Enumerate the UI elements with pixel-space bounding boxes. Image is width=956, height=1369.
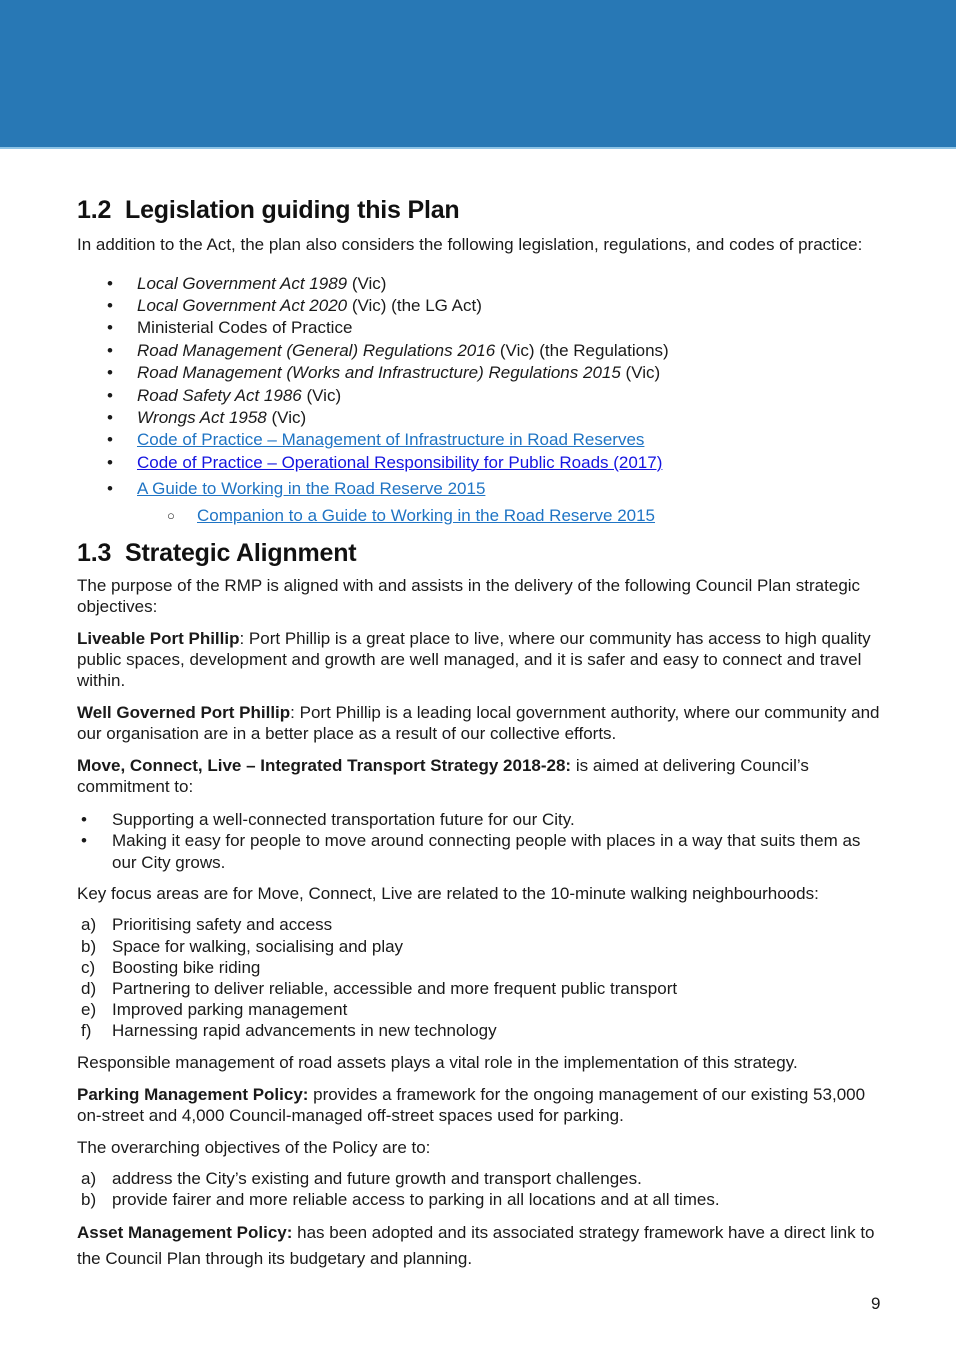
alignment-intro: The purpose of the RMP is aligned with and assists in the delivery of the following Council Plan strategic objectives:: [77, 575, 861, 616]
objectives-list: [77, 1168, 887, 1210]
transport-paragraph: Move, Connect, Live – Integrated Transport Strategy 2018-28: is aimed at delivering Council’s commitment to:: [77, 755, 809, 796]
list-item: a) Prioritising safety and access: [81, 915, 333, 935]
list-item: d) Partnering to deliver reliable, accessible and more frequent public transport: [81, 979, 678, 999]
list-item: • Making it easy for people to move around connecting people with places in a way that suits them as our City grows.: [81, 831, 861, 872]
list-item: [77, 478, 887, 500]
list-item: b) Space for walking, socialising and play: [81, 936, 404, 956]
bullet-icon: •: [107, 295, 113, 315]
legislation-list: [77, 273, 887, 527]
list-item: • Local Government Act 2020 (Vic) (the LG Act): [77, 295, 887, 317]
link-companion-guide[interactable]: Companion to a Guide to Working in the Road Reserve 2015: [197, 505, 656, 525]
page-number: 9: [871, 1294, 881, 1313]
section-heading-1-3: [77, 535, 887, 571]
objectives-intro: The overarching objectives of the Policy are to:: [77, 1137, 431, 1157]
bullet-icon: •: [107, 363, 113, 383]
list-item: • Road Safety Act 1986 (Vic): [77, 385, 887, 407]
list-item: • Wrongs Act 1958 (Vic): [77, 407, 887, 429]
bullet-icon: •: [107, 452, 113, 472]
legislation-intro: In addition to the Act, the plan also considers the following legislation, regulations, and codes of practice:: [77, 235, 863, 254]
section-number: 1.3: [77, 538, 112, 567]
bullet-icon: •: [107, 273, 113, 293]
section-heading-1-2: [77, 192, 887, 228]
bullet-icon: •: [107, 340, 113, 360]
responsible-paragraph: Responsible management of road assets plays a vital role in the implementation of this strategy.: [77, 1052, 798, 1072]
list-item: b) provide fairer and more reliable access to parking in all locations and at all times.: [81, 1189, 720, 1209]
link-guide-road-reserve[interactable]: A Guide to Working in the Road Reserve 2015: [137, 479, 486, 499]
page-content: [77, 192, 887, 1271]
list-item: • Ministerial Codes of Practice: [77, 317, 887, 339]
focus-intro: Key focus areas are for Move, Connect, Live are related to the 10-minute walking neighbourhoods:: [77, 884, 819, 904]
section-title: Strategic Alignment: [125, 538, 357, 567]
governed-paragraph: Well Governed Port Phillip: Port Phillip is a leading local government authority, where our community and our organisation are in a better place as a result of our collective efforts.: [77, 702, 880, 743]
bullet-icon: •: [107, 385, 113, 405]
link-code-of-practice-infrastructure[interactable]: Code of Practice – Management of Infrastructure in Road Reserves: [137, 430, 645, 450]
section-title: Legislation guiding this Plan: [125, 196, 460, 224]
list-item: • Supporting a well-connected transportation future for our City.: [81, 809, 575, 829]
bullet-icon: •: [81, 809, 87, 829]
hollow-bullet-icon: ○: [167, 507, 175, 523]
list-item: e) Improved parking management: [81, 1000, 348, 1020]
link-code-of-practice-operational[interactable]: Code of Practice – Operational Responsibility for Public Roads (2017): [137, 452, 663, 472]
bullet-icon: •: [107, 318, 113, 338]
list-item: • Road Management (Works and Infrastructure) Regulations 2015 (Vic): [77, 362, 887, 384]
bullet-icon: •: [107, 479, 113, 499]
focus-area-list: [77, 914, 887, 1041]
parking-paragraph: Parking Management Policy: provides a framework for the ongoing management of our existing 53,000 on-street and 4,000 Council-managed off-street spaces used for parking.: [77, 1084, 866, 1125]
header-banner: [0, 0, 956, 149]
commitment-list: [77, 809, 887, 874]
list-item: [77, 429, 887, 451]
list-item: [77, 505, 887, 527]
bullet-icon: •: [81, 831, 87, 851]
bullet-icon: •: [107, 407, 113, 427]
list-item: • Local Government Act 1989 (Vic): [77, 273, 887, 295]
asset-paragraph: Asset Management Policy: has been adopted and its associated strategy framework have a direct link to the Council Plan through its budgetary and planning.: [77, 1223, 875, 1268]
section-number: 1.2: [77, 196, 112, 224]
list-item: c) Boosting bike riding: [81, 957, 261, 977]
list-item: a) address the City’s existing and future growth and transport challenges.: [81, 1168, 642, 1188]
list-item: [77, 452, 887, 474]
bullet-icon: •: [107, 430, 113, 450]
list-item: • Road Management (General) Regulations 2016 (Vic) (the Regulations): [77, 340, 887, 362]
liveable-paragraph: Liveable Port Phillip: Port Phillip is a great place to live, where our community has access to high quality public spaces, development and growth are well managed, and it is safer and easy to connect and travel within.: [77, 628, 871, 690]
list-item: f) Harnessing rapid advancements in new technology: [81, 1021, 497, 1041]
